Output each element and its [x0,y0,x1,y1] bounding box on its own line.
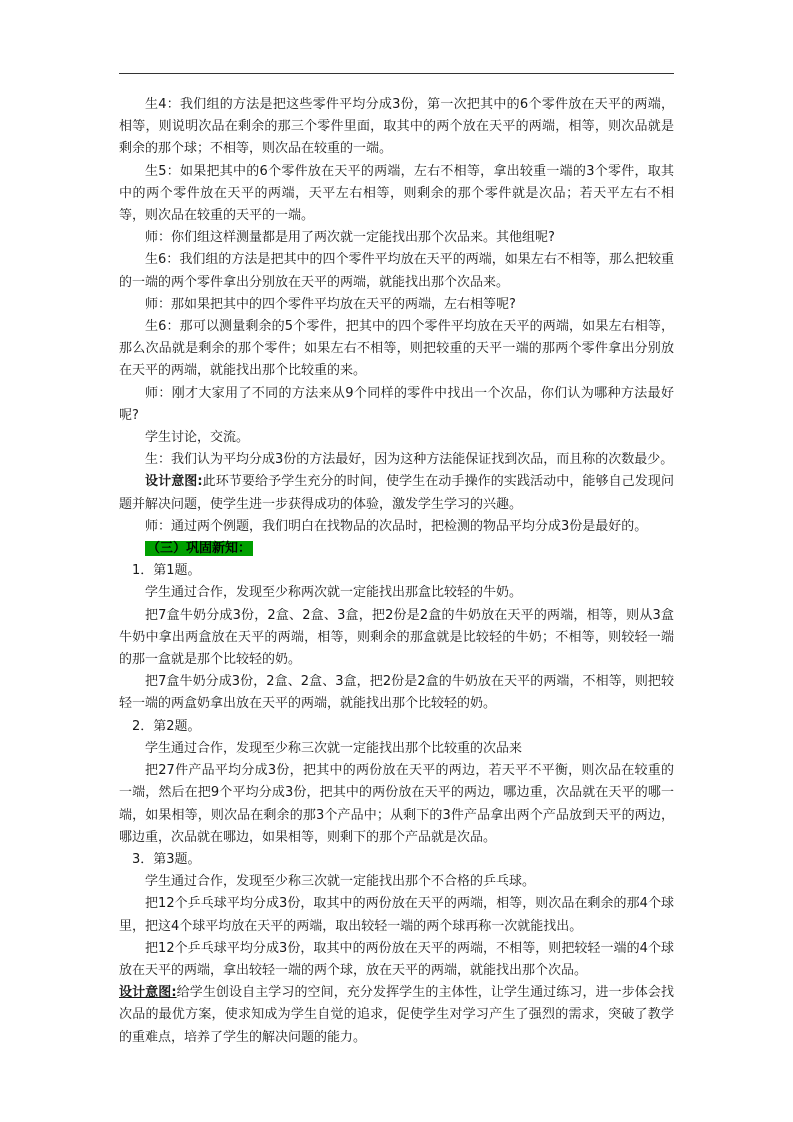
paragraph: 把12个乒乓球平均分成3份，取其中的两份放在天平的两端，相等，则次品在剩余的那4个球里，把这4个球平均放在天平的两端，取出较轻一端的两个球再称一次就能找出。 [119,896,674,934]
paragraph: 把27件产品平均分成3份，把其中的两份放在天平的两边，若天平不平衡，则次品在较重的一端，然后在把9个平均分成3份，把其中的两份放在天平的两边，哪边重，次品就在天平的哪一端，如果相等，则次品在剩余的那3个产品中；从剩下的3件产品拿出两个产品放到天平的两边，哪边重，次品就在哪边，如果相等，则剩下的那个产品就是次品。 [119,763,674,845]
exercise-heading: 1．第1题。 [132,563,201,579]
paragraph: 学生通过合作，发现至少称两次就一定能找出那盒比较轻的牛奶。 [145,585,523,601]
paragraph: 生4：我们组的方法是把这些零件平均分成3份，第一次把其中的6个零件放在天平的两端，相等，则说明次品在剩余的那三个零件里面，取其中的两个放在天平的两端，相等，则次品就是剩余的那个球；不相等，则次品在较重的一端。 [119,97,674,157]
section-heading-paragraph [119,538,674,560]
paragraph: 师：你们组这样测量都是用了两次就一定能找出那个次品来。其他组呢? [145,230,555,246]
header-rule [119,73,674,74]
design-intent-paragraph [119,471,674,515]
paragraph: 师：那如果把其中的四个零件平均放在天平的两端，左右相等呢? [145,296,516,312]
paragraph: 把12个乒乓球平均分成3份，取其中的两份放在天平的两端，不相等，则把较轻一端的4个球放在天平的两端，拿出较轻一端的两个球，放在天平的两端，就能找出那个次品。 [119,940,674,978]
exercise-heading: 2．第2题。 [132,718,201,734]
paragraph: 生6：我们组的方法是把其中的四个零件平均放在天平的两端，如果左右不相等，那么把较重的一端的两个零件拿出分别放在天平的两端，就能找出那个次品来。 [119,252,674,290]
paragraph: 学生通过合作，发现至少称三次就一定能找出那个不合格的乒乓球。 [145,874,536,890]
exercise-heading: 3．第3题。 [132,851,201,867]
paragraph: 师：通过两个例题，我们明白在找物品的次品时，把检测的物品平均分成3份是最好的。 [145,518,648,534]
design-intent-paragraph [119,982,674,1049]
paragraph: 把7盒牛奶分成3份，2盒、2盒、3盒，把2份是2盒的牛奶放在天平的两端，相等，则从3盒牛奶中拿出两盒放在天平的两端，相等，则剩余的那盒就是比较轻的牛奶；不相等，则较轻一端的那一盒就是那个比较轻的奶。 [119,607,674,668]
paragraph: 生5：如果把其中的6个零件放在天平的两端，左右不相等，拿出较重一端的3个零件，取其中的两个零件放在天平的两端，天平左右相等，则剩余的那个零件就是次品；若天平左右不相等，则次品在较重的天平的一端。 [119,163,674,224]
paragraph: 学生通过合作，发现至少称三次就一定能找出那个比较重的次品来 [145,740,523,756]
design-intent-label: 设计意图: [119,985,177,1001]
paragraph: 生6：那可以测量剩余的5个零件，把其中的四个零件平均放在天平的两端，如果左右相等，那么次品就是剩余的那个零件；如果左右不相等，则把较重的天平一端的那两个零件拿出分别放在天平的两端，就能找出那个比较重的来。 [119,319,674,379]
paragraph: 生：我们认为平均分成3份的方法最好，因为这种方法能保证找到次品，而且称的次数最少。 [145,452,674,468]
design-intent-label: 设计意图: [145,474,203,490]
paragraph: 把7盒牛奶分成3份，2盒、2盒、3盒，把2份是2盒的牛奶放在天平的两端，不相等，则把较轻一端的两盒奶拿出放在天平的两端，就能找出那个比较轻的奶。 [119,674,674,712]
paragraph: 师：刚才大家用了不同的方法来从9个同样的零件中找出一个次品，你们认为哪种方法最好呢? [119,385,674,423]
paragraph: 学生讨论，交流。 [145,430,250,446]
document-body [119,94,674,1049]
design-intent-text: 给学生创设自主学习的空间，充分发挥学生的主体性，让学生通过练习，进一步体会找次品的最优方案，使求知成为学生自觉的追求，促使学生对学习产生了强烈的需求，突破了教学的重难点，培养了学生的解决问题的能力。 [119,985,674,1045]
section-heading: （三）巩固新知： [147,541,252,557]
design-intent-text: 此环节要给予学生充分的时间，使学生在动手操作的实践活动中，能够自己发现问题并解决问题，使学生进一步获得成功的体验，激发学生学习的兴趣。 [119,474,674,512]
